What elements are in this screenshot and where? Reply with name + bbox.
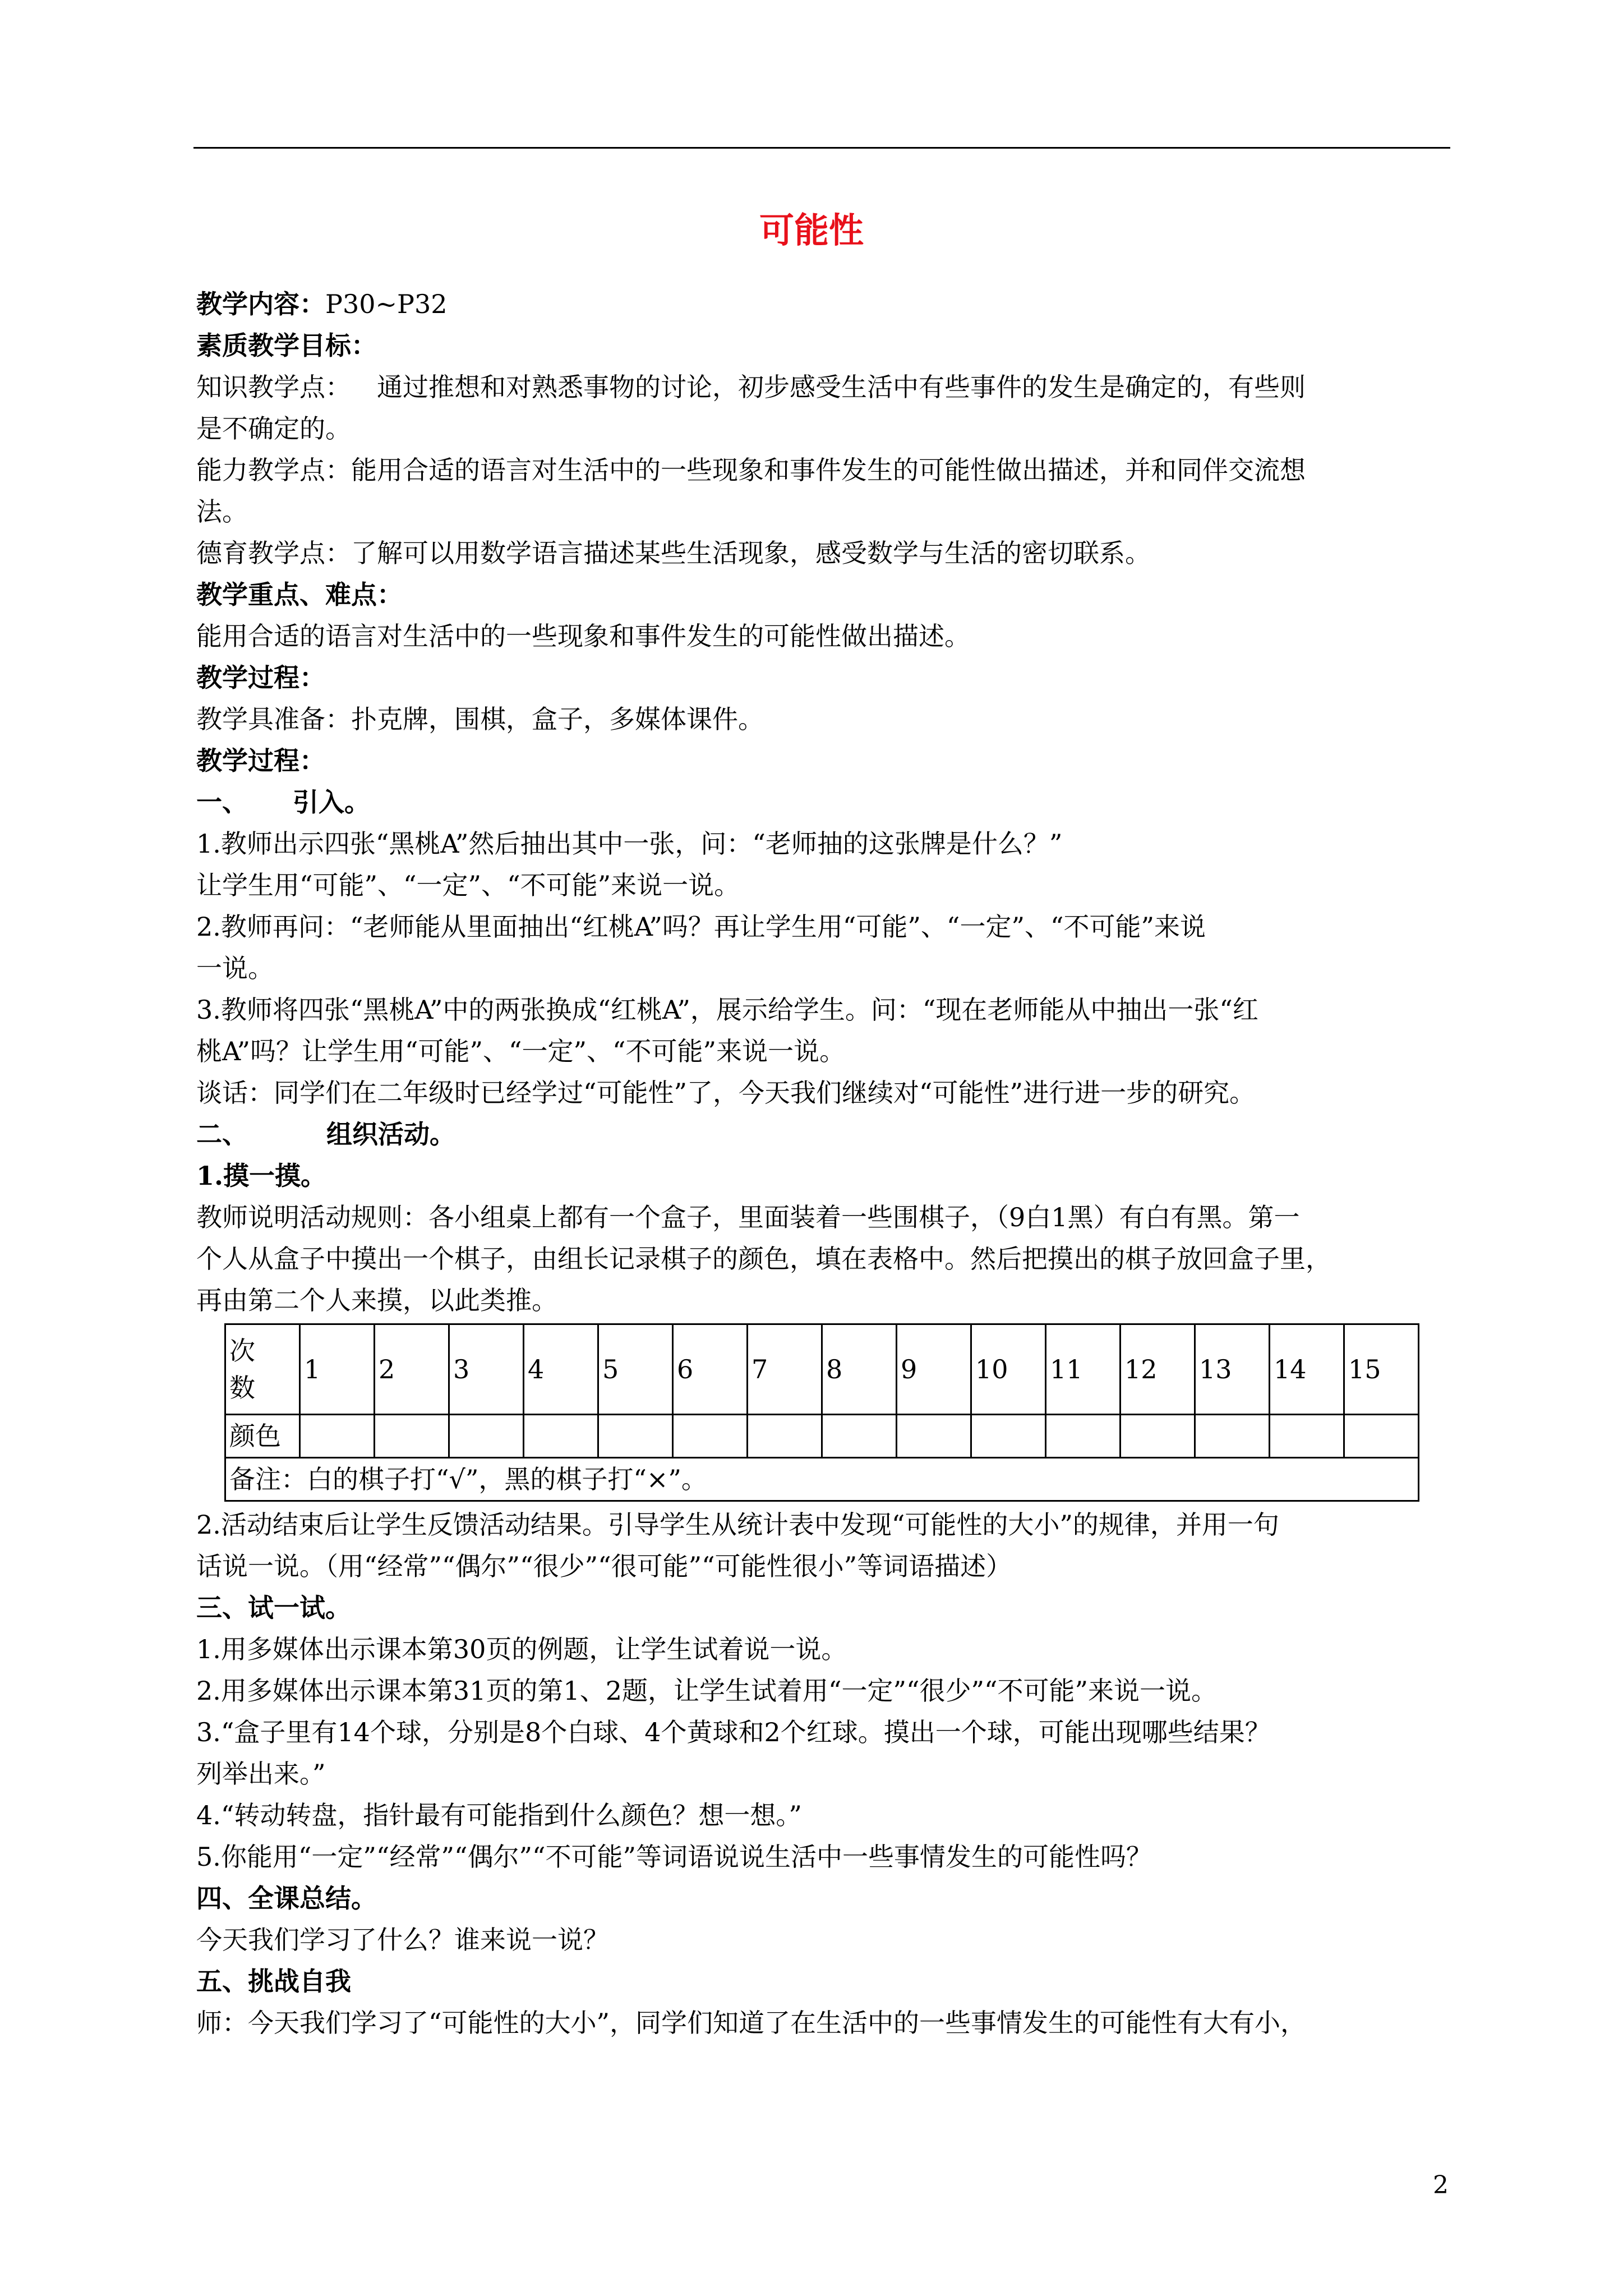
table-cell: 8: [822, 1324, 897, 1415]
table-cell: 2: [375, 1324, 449, 1415]
section-2-item-2b: 话说一说。（用“经常”“偶尔”“很少”“很可能”“可能性很小”等词语描述）: [196, 1551, 1012, 1581]
page-number: 2: [1433, 2171, 1449, 2200]
table-cell: 14: [1270, 1324, 1344, 1415]
moral-point: [196, 532, 1450, 574]
key-points-heading: 教学重点、难点：: [196, 579, 403, 610]
section-2-rules-1: 教师说明活动规则：各小组桌上都有一个盒子，里面装着一些围棋子，（9白1黑）有白有黑。第一: [196, 1202, 1300, 1232]
table-cell: 9: [897, 1324, 971, 1415]
table-cell: [1195, 1415, 1270, 1458]
section-1-heading: [196, 781, 1450, 823]
table-cell: [1046, 1415, 1121, 1458]
table-row: [225, 1458, 1419, 1501]
table-cell: 10: [971, 1324, 1046, 1415]
teaching-content-value: P30~P32: [325, 289, 448, 319]
table-cell: [1121, 1415, 1195, 1458]
section-2-item-2: 2.活动结束后让学生反馈活动结果。引导学生从统计表中发现“可能性的大小”的规律，并用一句: [196, 1510, 1279, 1540]
table-cell: 11: [1046, 1324, 1121, 1415]
section-3-item-3b: 列举出来。”: [196, 1759, 326, 1789]
section-2-rules-2: 个人从盒子中摸出一个棋子，由组长记录棋子的颜色，填在表格中。然后把摸出的棋子放回盒子里，: [196, 1244, 1331, 1274]
section-3-item-4: 4.“转动转盘，指针最有可能指到什么颜色？想一想。”: [196, 1800, 802, 1830]
section-5-heading: 五、挑战自我: [196, 1966, 351, 1996]
table-cell: 13: [1195, 1324, 1270, 1415]
section-3-item-3: 3.“盒子里有14个球，分别是8个白球、4个黄球和2个红球。摸出一个球，可能出现哪些结果？: [196, 1717, 1271, 1747]
process-heading: 教学过程：: [196, 662, 325, 693]
section-2-heading: [196, 1114, 1450, 1155]
table-cell: 1: [300, 1324, 375, 1415]
table-cell: [897, 1415, 971, 1458]
header-label-1: 次: [229, 1336, 255, 1366]
section-1-item-3: 3.教师将四张“黑桃A”中的两张换成“红桃A”，展示给学生。问：“现在老师能从中抽出一张“红: [196, 995, 1258, 1025]
table-cell: [748, 1415, 822, 1458]
table-cell: [971, 1415, 1046, 1458]
table-cell: 6: [673, 1324, 748, 1415]
quality-goals-heading: 素质教学目标：: [196, 330, 377, 361]
table-cell: [598, 1415, 673, 1458]
knowledge-point-text: 通过推想和对熟悉事物的讨论，初步感受生活中有些事件的发生是确定的，有些则: [377, 372, 1306, 402]
table-cell: [524, 1415, 598, 1458]
tools-text: 教学具准备：扑克牌，围棋，盒子，多媒体课件。: [196, 704, 764, 734]
section-2-title: 组织活动。: [326, 1119, 455, 1149]
table-cell: [822, 1415, 897, 1458]
section-1-item-1b: 让学生用“可能”、“一定”、“不可能”来说一说。: [196, 870, 740, 900]
header-rule: [193, 147, 1450, 149]
page-title: 可能性: [759, 210, 864, 251]
ability-point: [196, 449, 1450, 491]
table-note-cell: 备注：白的棋子打“√”，黑的棋子打“×”。: [225, 1458, 1419, 1501]
process-heading-2: 教学过程：: [196, 746, 325, 776]
key-points-text: 能用合适的语言对生活中的一些现象和事件发生的可能性做出描述。: [196, 621, 970, 651]
section-3-heading: 三、试一试。: [196, 1593, 351, 1623]
color-label-cell: 颜色: [225, 1415, 300, 1458]
record-table: [224, 1323, 1419, 1502]
document-body: [196, 283, 1450, 2044]
section-4-heading: 四、全课总结。: [196, 1883, 377, 1913]
teaching-content: [196, 283, 1450, 325]
ability-point-text: 能用合适的语言对生活中的一些现象和事件发生的可能性做出描述，并和同伴交流想: [351, 455, 1306, 485]
table-cell: [1344, 1415, 1419, 1458]
table-row: [225, 1324, 1419, 1415]
section-1-number: 一、: [196, 787, 248, 817]
ability-point-label: 能力教学点：: [196, 455, 351, 485]
section-1-title: 引入。: [293, 787, 370, 817]
table-cell: 3: [449, 1324, 524, 1415]
section-3-item-2: 2.用多媒体出示课本第31页的第1、2题，让学生试着用“一定”“很少”“不可能”来说一说。: [196, 1676, 1218, 1706]
header-label-2: 数: [229, 1373, 255, 1403]
section-5-text: 师：今天我们学习了“可能性的大小”，同学们知道了在生活中的一些事情发生的可能性有大有小，: [196, 2008, 1307, 2038]
table-cell: [300, 1415, 375, 1458]
section-3-item-5: 5.你能用“一定”“经常”“偶尔”“不可能”等词语说说生活中一些事情发生的可能性吗？: [196, 1842, 1152, 1872]
section-1-talk: 谈话：同学们在二年级时已经学过“可能性”了，今天我们继续对“可能性”进行进一步的研究。: [196, 1078, 1256, 1108]
section-2-number: 二、: [196, 1119, 248, 1149]
ability-point-cont: 法。: [196, 496, 248, 527]
section-1-item-2b: 一说。: [196, 953, 274, 983]
section-1-item-3b: 桃A”吗？让学生用“可能”、“一定”、“不可能”来说一说。: [196, 1036, 846, 1066]
moral-point-text: 了解可以用数学语言描述某些生活现象，感受数学与生活的密切联系。: [351, 538, 1151, 568]
section-1-item-1: 1.教师出示四张“黑桃A”然后抽出其中一张，问：“老师抽的这张牌是什么？”: [196, 829, 1063, 859]
table-row: [225, 1415, 1419, 1458]
table-cell: 12: [1121, 1324, 1195, 1415]
knowledge-point: [196, 366, 1450, 408]
section-3-item-1: 1.用多媒体出示课本第30页的例题，让学生试着说一说。: [196, 1634, 847, 1664]
moral-point-label: 德育教学点：: [196, 538, 351, 568]
section-1-item-2: 2.教师再问：“老师能从里面抽出“红桃A”吗？再让学生用“可能”、“一定”、“不可能”来说: [196, 912, 1206, 942]
section-4-text: 今天我们学习了什么？谁来说一说？: [196, 1925, 609, 1955]
table-cell: 15: [1344, 1324, 1419, 1415]
table-cell: [449, 1415, 524, 1458]
section-2-rules-3: 再由第二个人来摸，以此类推。: [196, 1285, 557, 1315]
table-cell: 7: [748, 1324, 822, 1415]
table-cell: [673, 1415, 748, 1458]
knowledge-point-cont: 是不确定的。: [196, 413, 351, 444]
teaching-content-label: 教学内容：: [196, 289, 325, 319]
table-cell: 5: [598, 1324, 673, 1415]
table-header-cell: [225, 1324, 300, 1415]
knowledge-point-label: 知识教学点：: [196, 372, 351, 402]
table-cell: [1270, 1415, 1344, 1458]
table-cell: 4: [524, 1324, 598, 1415]
table-cell: [375, 1415, 449, 1458]
section-2-sub-1: 1.摸一摸。: [196, 1161, 327, 1191]
